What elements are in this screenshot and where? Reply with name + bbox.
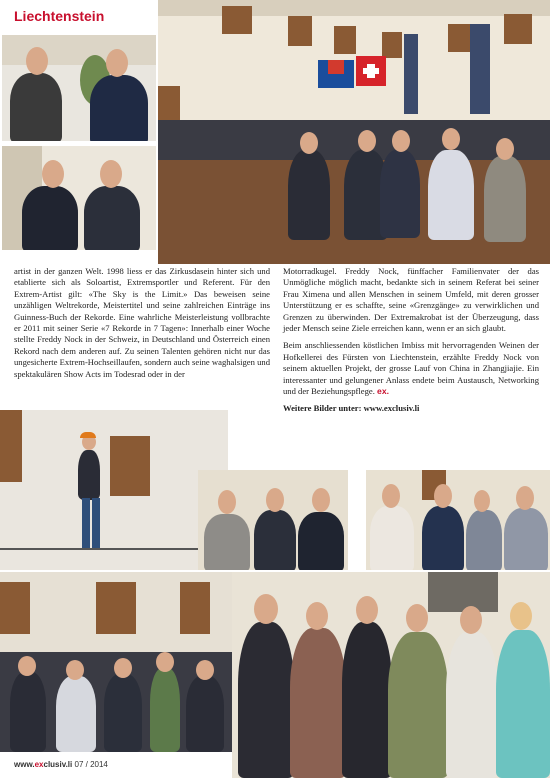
article-left-paragraph: artist in der ganzen Welt. 1998 liess er das Zirkusdasein hinter sich und etablierte sich als Soloartist, Extremsportler und Referent. Für den Extrem-Artist gilt: «The Sky is the Limit.» Das beweisen seine unzähligen Weltrekorde, Meistertitel und seine zahlreichen Einträge ins Guinness-Buch der Rekorde. Eine wahrliche Meisterleistung vollbrachte er 2011 mit seiner Serie «7 Rekorde in 7 Tagen»: Innerhalb einer Woche stellte Freddy Nock in der Schweiz, in Deutschland und Österreich einen Rekord nach dem anderen auf. Zu seinen Talenten gehören nicht nur das ungesicherte Extrem-Hochseillaufen, sondern auch seine waghalsigen und spektakulären Show Acts im Todesrad oder in der: [14, 266, 270, 379]
section-title: Liechtenstein: [14, 8, 105, 24]
article-left-column: [14, 266, 270, 386]
more-photos-link[interactable]: Weitere Bilder unter: www.exclusiv.li: [283, 403, 420, 414]
footer-issue: 07 / 2014: [74, 760, 108, 769]
photo-seated-audience: [0, 572, 232, 752]
photo-guests-group: [366, 470, 550, 570]
photo-women-group: [232, 572, 550, 778]
footer: [14, 758, 112, 771]
photo-tightrope-walker: [0, 410, 228, 570]
footer-brand[interactable]: www.exclusiv.li: [14, 760, 73, 769]
photo-handshake: [2, 146, 156, 250]
photo-two-men-1: [2, 35, 156, 141]
photo-three-men: [198, 470, 348, 570]
article-right-paragraph-1: Motorradkugel. Freddy Nock, fünffacher Familienvater der das Unmögliche möglich macht, bedankte sich in seinem Referat bei seiner Frau Ximena und allen Menschen in seinem Umfeld, mit deren grosser Unterstützung er es schaffte, seine «Grenzgänge» zu verwirklichen und Grenzen zu überwinden. Der Extremakrobat ist der Überzeugung, dass jeder Mensch seine Ziele erreichen kann, wenn er an sich glaubt.: [283, 266, 539, 334]
article-right-column: [283, 266, 539, 421]
article-right-paragraph-2: Beim anschliessenden köstlichen Imbiss mit hervorragenden Weinen der Hofkellerei des Fürsten von Liechtenstein, erzählte Freddy Nock von seinem aktuellen Projekt, der grosse Lauf von China in Zhangjiajie. Ein interessanter und gelungener Anlass endete beim Austausch, Networking und der Beziehungspflege. ex.: [283, 340, 539, 397]
end-mark: ex.: [377, 386, 389, 397]
photo-audience: [158, 0, 550, 264]
